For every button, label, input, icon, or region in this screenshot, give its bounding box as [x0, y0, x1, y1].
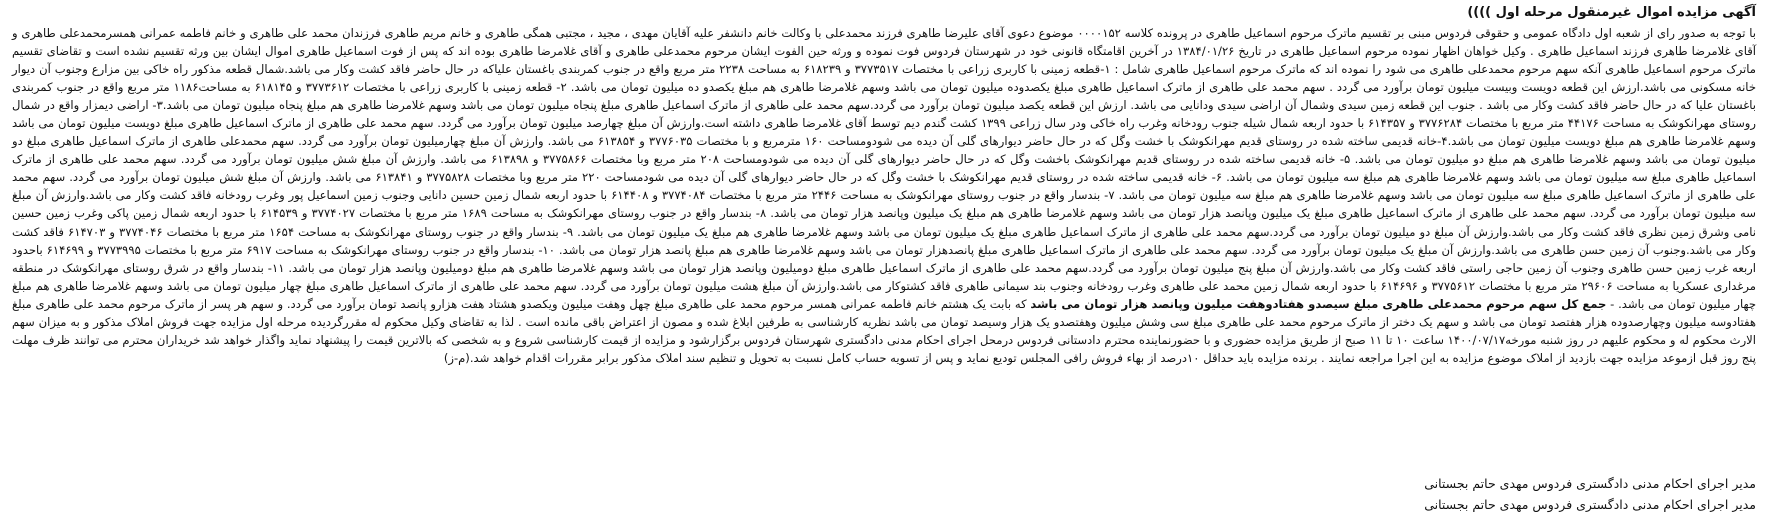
signature-line-2: مدیر اجرای احکام مدنی دادگستری فردوس مهدی حاتم بجستانی — [1424, 497, 1756, 512]
notice-body — [12, 24, 1756, 367]
signature-line-1: مدیر اجرای احکام مدنی دادگستری فردوس مهدی حاتم بجستانی — [1424, 476, 1756, 491]
notice-body-part2: که بابت یک هشتم خانم فاطمه عمرانی همسر مرحوم محمد علی طاهری مبلغ چهل وهفت میلیون ویکصدو هشتاد هفت هزارو پانصد تومان برآورد می گردد. و سهم هر پسر از ماترک مرحوم محمد علی طاهری مبلغ هفتادوسه میلیون وچهارصدوده هزار هفتصد تومان می باشد و سهم یک دختر از ماترک مرحوم محمد علی طاهری مبلغ سی وشش میلیون وهفتصدو یک هزار وسیصد تومان می باشد نظریه کارشناسی به طرفین ابلاغ شده و مصون از اعتراض باقی مانده است . لذا به تقاضای وکیل محکوم له مقررگردیده مرحله اول مزایده جهت فروش املاک مذکور و به میزان سهم الارث محکوم له و محکوم علیهم در روز شنبه مورخه۱۴۰۰/۰۷/۱۷ ساعت ۱۰ تا ۱۱ صبح از طریق مزایده حضوری و با حضورنماینده محترم دادستانی فردوس درمحل اجرای احکام مدنی دادگستری شهرستان فردوس برگزارشود و مزایده از قیمت کارشناسی شروع و به شخصی که بالاترین قیمت را پیشنهاد نماید واگذار خواهد شد خریداران محترم می توانند ظرف مهلت پنج روز قبل ازموعد مزایده جهت بازدید از املاک موضوع مزایده به این اجرا مراجعه نمایند . برنده مزایده باید حداقل ۱۰درصد از بهاء فروش رافی المجلس تودیع نماید و پس از تسویه حساب کامل نسبت به تحویل و تنظیم سند املاک مذکور برابر مقررات اقدام خواهد شد.(م-ز) — [12, 296, 1756, 365]
auction-notice — [12, 0, 1756, 524]
notice-body-total: جمع کل سهم مرحوم محمدعلی طاهری مبلغ سیصدو هفتادوهفت میلیون وپانصد هزار تومان می باشد — [1030, 296, 1607, 311]
notice-title: آگهی مزایده اموال غیرمنقول مرحله اول )))) — [1467, 5, 1756, 20]
notice-body-part1: با توجه به صدور رای از شعبه اول دادگاه عمومی و حقوقی فردوس مبنی بر تقسیم ماترک مرحوم اسماعیل طاهری در پرونده کلاسه ۰۰۰۰۱۵۲ موضوع دعوی آقای علیرضا طاهری فرزند محمدعلی با وکالت خانم دانشفر علیه آقایان مهدی ، مجید ، مجتبی همگی طاهری و خانم مریم طاهری فرزندان محمد علی طاهری و خانم فاطمه عمرانی همسرمحمدعلی طاهری و آقای غلامرضا طاهری فرزند اسماعیل طاهری . وکیل خواهان اظهار نموده مرحوم اسماعیل طاهری در تاریخ ۱۳۸۴/۰۱/۲۶ در آخرین اقامتگاه قانونی خود در شهرستان فردوس فوت نموده و ورثه حین الفوت ایشان مرحوم محمدعلی طاهری و آقای غلامرضا طاهری بوده اند که پس از فوت اسماعیل طاهری اموال ایشان بین ورثه تقسیم نشده است و تقاضای تقسیم ماترک مرحوم اسماعیل طاهری آنکه سهم مرحوم محمدعلی طاهری می شود را نموده اند که ماترک مرحوم اسماعیل طاهری شامل : ۱-قطعه زمینی با کاربری زراعی با مختصات ۳۷۷۳۵۱۷ و ۶۱۸۲۳۹ به مساحت ۲۲۳۸ متر مربع واقع در جنوب کمربندی باغستان علیاکه در حال حاضر فاقد کشت وکار می باشد.شمال قطعه مذکور راه خاکی بین مزارع وجنوب آن دیوار خانه مسکونی می باشد.ارزش این قطعه دویست وبیست میلیون تومان برآورد می گردد . سهم محمد علی طاهری از ماترک اسماعیل طاهری مبلغ یکصدوده میلیون تومان می باشد وسهم غلامرضا طاهری هم مبلغ یکصدو ده میلیون تومان می باشد. ۲- قطعه زمینی با کاربری زراعی با مختصات ۳۷۷۳۶۱۲ و ۶۱۸۱۴۵ به مساحت۱۱۸۶ متر مربع واقع در جنوب کمربندی باغستان علیا که در حال حاضر فاقد کشت وکار می باشد . جنوب این قطعه زمین سیدی وشمال آن اراضی سیدی ودانایی می باشد. ارزش این قطعه یکصد میلیون تومان برآورد می گردد.سهم محمد علی طاهری از ماترک اسماعیل طاهری مبلغ پنجاه میلیون تومان می باشد وسهم غلامرضا طاهری هم مبلغ پنجاه میلیون تومان می باشد.۳- اراضی دیمزار واقع در شمال روستای مهرانکوشک به مساحت ۴۴۱۷۶ متر مربع با مختصات ۳۷۷۶۲۸۴ و ۶۱۴۳۵۷ با حدود اربعه شمال شیله جنوب رودخانه وغرب راه خاکی ودر سال زراعی ۱۳۹۹ کشت گندم دیم توسط آقای غلامرضا طاهری داشته است.وارزش آن مبلغ چهارصد میلیون تومان برآورد می گردد. سهم محمد علی طاهری از ماترک اسماعیل طاهری مبلغ دویست میلیون تومان می باشد وسهم غلامرضا طاهری هم مبلغ دویست میلیون تومان می باشد.۴-خانه قدیمی ساخته شده در روستای قدیم مهرانکوشک با خشت وگل که در حال حاضر دیوارهای گلی آن دیده می شودومساحت ۱۶۰ مترمربع و با مختصات ۳۷۷۶۰۳۵ و ۶۱۳۸۵۴ می باشد. وارزش آن مبلغ چهارمیلیون تومان برآورد می گردد. سهم محمدعلی طاهری از ماترک اسماعیل طاهری مبلغ دو میلیون تومان می باشد وسهم غلامرضا طاهری هم مبلغ دو میلیون تومان می باشد. ۵- خانه قدیمی ساخته شده در روستای قدیم مهرانکوشک باخشت وگل که در حال حاضر دیوارهای گلی آن دیده می شودومساحت ۲۰۸ متر مربع وبا مختصات ۳۷۷۵۸۶۶ و ۶۱۳۸۹۸ می باشد. وارزش آن مبلغ شش میلیون تومان برآورد می گردد. سهم محمد علی طاهری از ماترک اسماعیل طاهری مبلغ سه میلیون تومان می باشد وسهم غلامرضا طاهری هم مبلغ سه میلیون تومان می باشد. ۶- خانه قدیمی ساخته شده در روستای قدیم مهرانکوشک با خشت وگل که در حال حاضر دیوارهای گلی آن دیده می شودمساحت ۲۲۰ متر مربع وبا مختصات ۳۷۷۵۸۲۸ و ۶۱۳۸۴۱ می باشد. وارزش آن مبلغ شش میلیون تومان برآورد می گردد. سهم محمد علی طاهری از ماترک اسماعیل طاهری مبلغ سه میلیون تومان می باشد وسهم غلامرضا طاهری هم مبلغ سه میلیون تومان می باشد. ۷- بندسار واقع در جنوب روستای مهرانکوشک به مساحت ۲۴۴۶ متر مربع با مختصات ۳۷۷۴۰۸۴ و ۶۱۴۴۰۸ با حدود اربعه شمال زمین حسین دانایی وجنوب زمین اسماعیل پور وغرب رودخانه فاقد کشت وکار می باشد.وارزش آن مبلغ سه میلیون تومان برآورد می گردد. سهم محمد علی طاهری از ماترک اسماعیل طاهری مبلغ یک میلیون وپانصد هزار تومان می باشد وسهم غلامرضا طاهری هم مبلغ یک میلیون وپانصد هزار تومان می باشد. ۸- بندسار واقع در جنوب روستای مهرانکوشک به مساحت ۱۶۸۹ متر مربع با مختصات ۳۷۷۴۰۲۷ و ۶۱۴۵۳۹ با حدود اربعه شمال زمین پاکی وغرب زمین حسین نامی وشرق زمین نظری فاقد کشت وکار می باشد.وارزش آن مبلغ دو میلیون تومان برآورد می گردد.سهم محمد علی طاهری از ماترک اسماعیل طاهری مبلغ یک میلیون تومان می باشد وسهم غلامرضا طاهری هم مبلغ یک میلیون تومان می باشد. ۹- بندسار واقع در جنوب روستای مهرانکوشک به مساحت ۱۶۵۴ متر مربع با مختصات ۳۷۷۴۰۴۶ و ۶۱۴۷۰۳ فاقد کشت وکار می باشد.وجنوب آن زمین حسن طاهری می باشد.وارزش آن مبلغ یک میلیون تومان برآورد می گردد. سهم محمد علی طاهری از ماترک اسماعیل طاهری مبلغ پانصدهزار تومان می باشد وسهم غلامرضا طاهری هم مبلغ پانصد هزار تومان می باشد. ۱۰- بندسار واقع در جنوب روستای مهرانکوشک به مساحت ۶۹۱۷ متر مربع با مختصات ۳۷۷۳۹۹۵ و ۶۱۴۶۹۹ باحدود اربعه غرب زمین حسن طاهری وجنوب آن زمین حاجی راستی فاقد کشت وکار می باشد.وارزش آن مبلغ پنج میلیون تومان برآورد می گردد.سهم محمد علی طاهری از ماترک اسماعیل طاهری مبلغ دومیلیون وپانصد هزار تومان می باشد وسهم غلامرضا طاهری هم مبلغ دومیلیون وپانصد هزار تومان می باشد. ۱۱- بندسار واقع در شرق روستای مهرانکوشک در منطقه مرغداری عسکریا به مساحت ۲۹۶۰۶ متر مربع با مختصات ۳۷۷۵۶۱۲ و ۶۱۴۶۹۶ با حدود اربعه شمال زمین محمد علی طاهری وغرب رودخانه وجنوب بند سیمانی طاهری فاقد کشتوکار می باشد.وارزش آن مبلغ هشت میلیون تومان برآورد می گردد. سهم محمد علی طاهری از ماترک اسماعیل طاهری مبلغ چهار میلیون تومان می باشد وسهم غلامرضا طاهری هم مبلغ چهار میلیون تومان می باشد. - — [12, 26, 1757, 311]
